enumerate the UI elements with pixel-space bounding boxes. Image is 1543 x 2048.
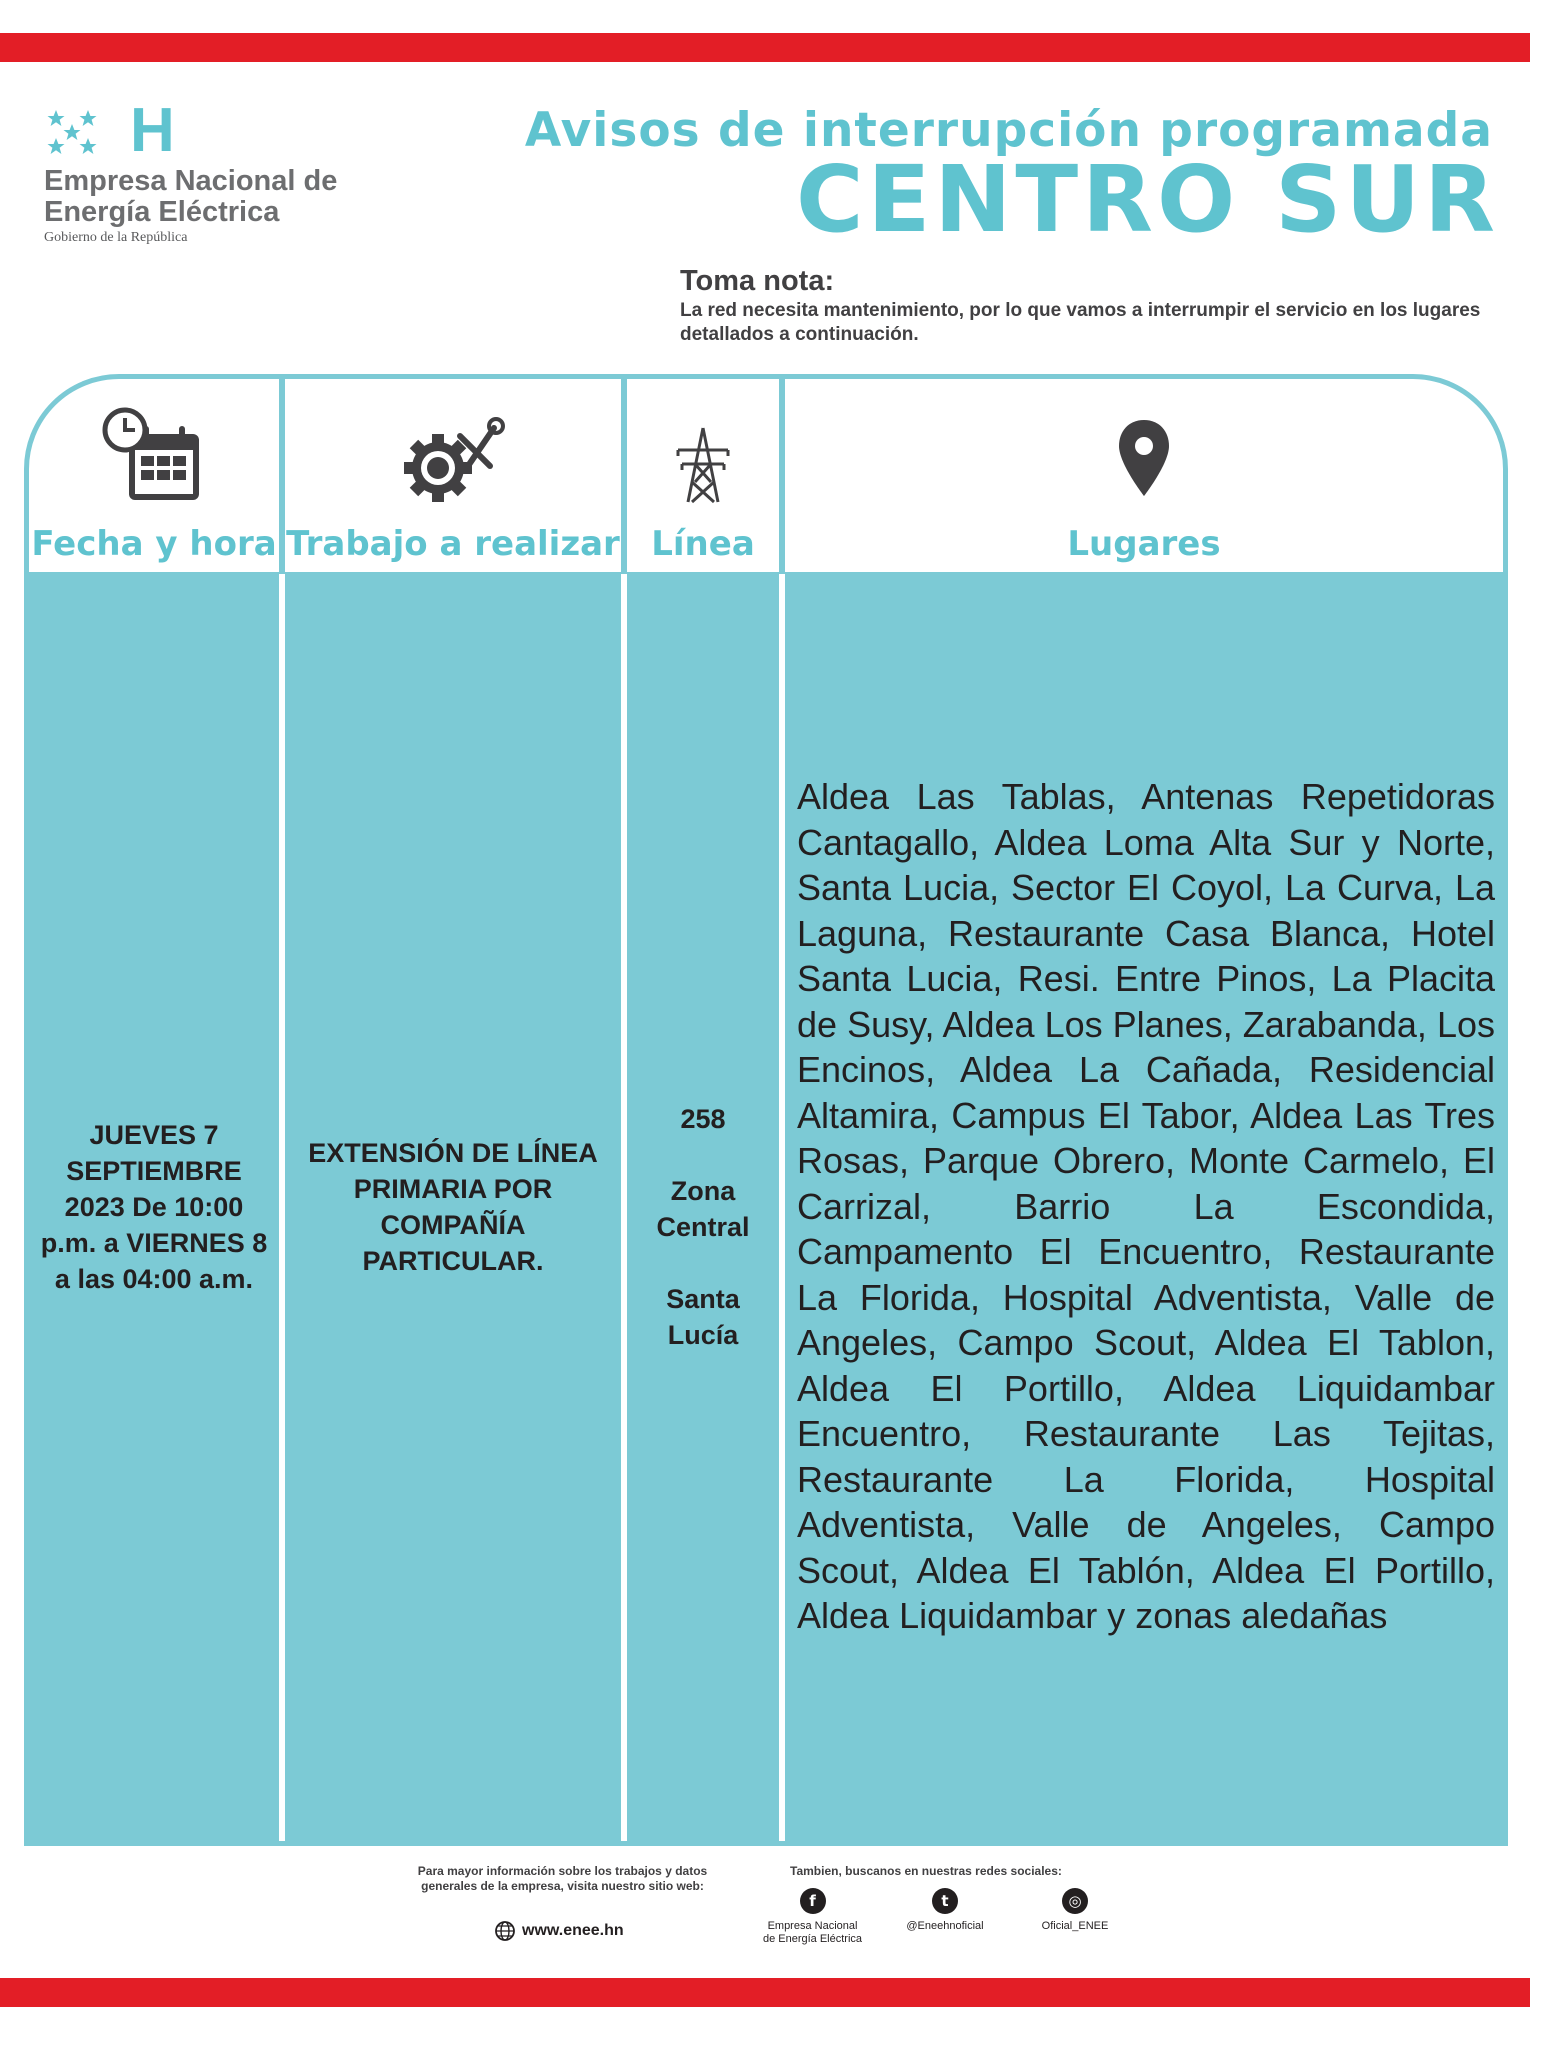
twitter-link[interactable]: [900, 1888, 990, 1933]
fecha-text: JUEVES 7 SEPTIEMBRE 2023 De 10:00 p.m. a VIERNES 8 a las 04:00 a.m.: [40, 1119, 268, 1294]
header-linea: [627, 374, 779, 574]
trabajo-text: EXTENSIÓN DE LÍNEA PRIMARIA POR COMPAÑÍA PARTICULAR.: [308, 1137, 598, 1276]
logo-letter: H: [130, 96, 175, 165]
twitter-icon: t: [932, 1888, 958, 1914]
facebook-label: Empresa Nacional de Energía Eléctrica: [762, 1920, 863, 1945]
cell-fecha: [29, 572, 279, 1841]
header-label: Lugares: [1067, 524, 1221, 564]
lugares-text: Aldea Las Tablas, Antenas Repetidoras Cantagallo, Aldea Loma Alta Sur y Norte, Santa Lucia, Sector El Coyol, La Curva, La Laguna, Restaurante Casa Blanca, Hotel Santa Lucia, Resi. Entre Pinos, La Placita de Susy, Aldea Los Planes, Zarabanda, Los Encinos, Aldea La Cañada, Residencial Altamira, Campus El Tabor, Aldea Las Tres Rosas, Parque Obrero, Monte Carmelo, El Carrizal, Barrio La Escondida, Campamento El Encuentro, Restaurante La Florida, Hospital Adventista, Valle de Angeles, Campo Scout, Aldea El Tablon, Aldea El Portillo, Aldea Liquidambar Encuentro, Restaurante Las Tejitas, Restaurante La Florida, Hospital Adventista, Valle de Angeles, Campo Scout, Aldea El Tablón, Aldea El Portillo, Aldea Liquidambar y zonas aledañas: [797, 776, 1495, 1637]
company-name: Empresa Nacional de Energía Eléctrica: [44, 165, 338, 228]
instagram-link[interactable]: [1030, 1888, 1120, 1933]
header-label: Línea: [651, 524, 755, 564]
facebook-link[interactable]: [760, 1888, 865, 1946]
header-label: Trabajo a realizar: [286, 524, 620, 564]
page-title: Avisos de interrupción programada: [524, 103, 1493, 158]
government-subtitle: Gobierno de la República: [44, 230, 188, 245]
power-tower-icon: [648, 406, 758, 516]
website-text: www.enee.hn: [522, 1922, 624, 1939]
enee-logo: [44, 96, 384, 250]
note-block: [680, 265, 1500, 347]
linea-lugar: Santa Lucía: [666, 1283, 740, 1350]
table-body: [29, 572, 1503, 1841]
bottom-red-bar: [0, 1978, 1530, 2007]
linea-zona: Zona Central: [656, 1175, 750, 1242]
table-header: [24, 374, 1508, 574]
calendar-clock-icon: [99, 406, 209, 516]
header-fecha: [29, 374, 279, 574]
social-title: Tambien, buscanos en nuestras redes sociales:: [790, 1864, 1062, 1878]
note-body: La red necesita mantenimiento, por lo que vamos a interrumpir el servicio en los lugares detallados a continuación.: [680, 300, 1481, 345]
note-title: Toma nota:: [680, 265, 835, 297]
header-trabajo: [285, 374, 621, 574]
facebook-icon: f: [800, 1888, 826, 1914]
twitter-label: @Eneehnoficial: [906, 1920, 984, 1932]
header-lugares: [785, 374, 1503, 574]
location-pin-icon: [1089, 406, 1199, 516]
linea-number: 258: [680, 1103, 726, 1134]
instagram-icon: ◎: [1062, 1888, 1088, 1914]
gear-tools-icon: [398, 406, 508, 516]
globe-icon: [494, 1920, 516, 1942]
instagram-label: Oficial_ENEE: [1041, 1920, 1109, 1932]
region-title: CENTRO SUR: [795, 146, 1499, 253]
top-red-bar: [0, 33, 1530, 62]
cell-linea: [627, 572, 779, 1841]
interruption-table: [24, 374, 1508, 1846]
stars-icon: [44, 106, 124, 158]
website-link[interactable]: [494, 1920, 624, 1942]
footer-info: Para mayor información sobre los trabajos y datos generales de la empresa, visita nuestro sitio web:: [417, 1864, 708, 1893]
cell-trabajo: [285, 572, 621, 1841]
header-label: Fecha y hora: [31, 524, 277, 564]
cell-lugares: [785, 572, 1503, 1841]
